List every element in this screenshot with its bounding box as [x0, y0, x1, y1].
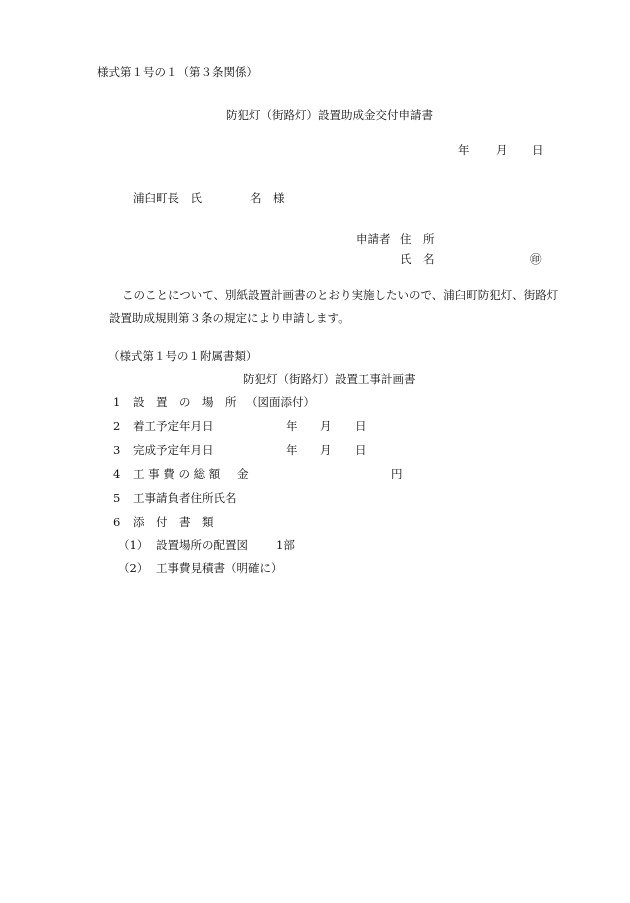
body-line-2: 設置助成規則第３条の規定により申請します。	[109, 311, 350, 325]
attachment-layout-drawing: 設置場所の配置図	[156, 538, 248, 552]
item-number: 3	[113, 443, 121, 457]
plan-title: 防犯灯（街路灯）設置工事計画書	[243, 372, 416, 386]
form-number: 様式第１号の１（第３条関係）	[97, 65, 258, 79]
date-month: 月	[496, 143, 508, 157]
item-label-completion-date: 完成予定年月日	[133, 443, 214, 457]
addressee-name-prefix: 浦臼町長 氏	[133, 191, 202, 205]
seal-mark: ㊞	[530, 252, 542, 266]
body-line-1: このことについて、別紙設置計画書のとおり実施したいので、浦臼町防犯灯、街路灯	[122, 288, 559, 302]
start-year: 年	[286, 419, 298, 433]
total-cost-kin: 金	[237, 467, 249, 481]
applicant-label: 申請者	[356, 232, 391, 246]
item-number: 6	[113, 515, 121, 529]
completion-year: 年	[286, 443, 298, 457]
date-year: 年	[458, 143, 470, 157]
applicant-name-label: 氏 名	[400, 252, 435, 266]
addressee-name-suffix: 名 様	[250, 191, 285, 205]
document-title: 防犯灯（街路灯）設置助成金交付申請書	[226, 108, 433, 122]
attachment-number: （1）	[118, 538, 149, 552]
item-number: 2	[113, 419, 121, 433]
item-label-start-date: 着工予定年月日	[133, 419, 214, 433]
attachment-number: （2）	[118, 561, 149, 575]
item-label-contractor: 工事請負者住所氏名	[133, 491, 237, 505]
start-day: 日	[355, 419, 367, 433]
item-number: 5	[113, 491, 121, 505]
start-month: 月	[320, 419, 332, 433]
completion-day: 日	[355, 443, 367, 457]
item-number: 1	[113, 395, 121, 409]
attachment-cost-estimate: 工事費見積書（明確に）	[156, 561, 283, 575]
date-day: 日	[532, 143, 544, 157]
item-number: 4	[113, 467, 121, 481]
applicant-address-label: 住 所	[400, 232, 435, 246]
completion-month: 月	[320, 443, 332, 457]
item-note-drawing: （図面添付）	[246, 395, 315, 409]
item-label-attachments: 添 付 書 類	[133, 515, 214, 529]
item-label-total-cost: 工 事 費 の 総 額	[133, 467, 221, 481]
total-cost-yen: 円	[391, 467, 403, 481]
attachment-quantity: 1部	[276, 538, 295, 552]
attachment-form-number: （様式第１号の１附属書類）	[108, 349, 258, 363]
item-label-location: 設 置 の 場 所	[133, 395, 237, 409]
